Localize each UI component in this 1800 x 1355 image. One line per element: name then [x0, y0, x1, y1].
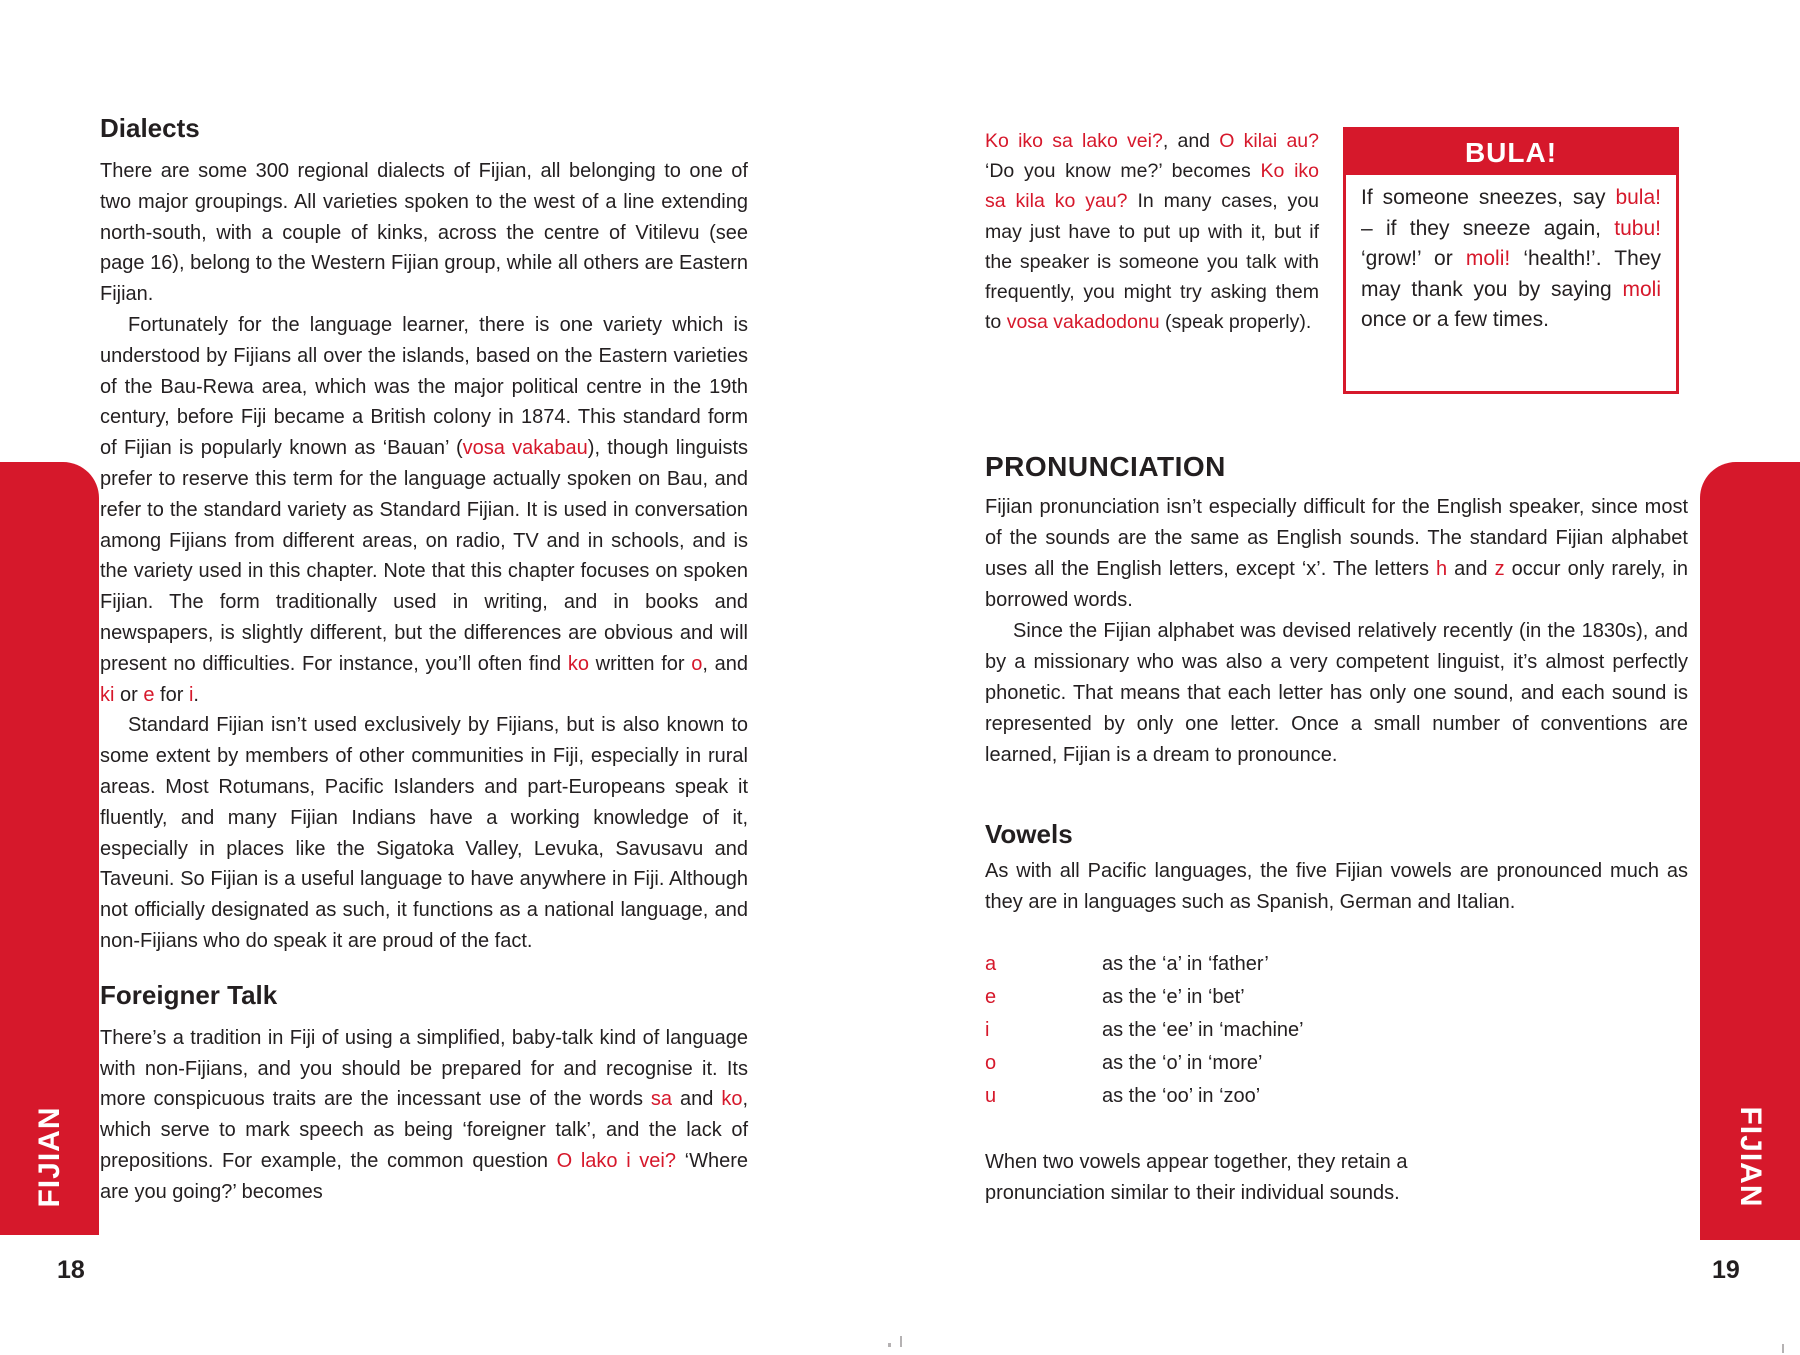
- fijian-term: tubu!: [1614, 216, 1661, 240]
- text-run: once or a few times.: [1361, 308, 1549, 331]
- text-run: occur only rarely, in borrowed words.: [985, 558, 1689, 611]
- fijian-term: o: [691, 652, 703, 675]
- paragraph: [100, 156, 748, 310]
- right-page-text-column: [985, 450, 1688, 1209]
- paragraph: [100, 710, 748, 956]
- vowel-letter: u: [985, 1085, 997, 1107]
- fijian-term: O lako i vei?: [556, 1149, 676, 1172]
- text-run: ‘Do you know me?’ becomes: [985, 160, 1261, 183]
- vowel-description: as the ‘o’ in ‘more’: [1102, 1052, 1263, 1074]
- vowel-row: [985, 948, 1688, 981]
- text-run: or: [114, 683, 144, 706]
- fijian-term: O kilai au?: [1219, 130, 1319, 152]
- paragraph: [985, 1147, 1688, 1209]
- section-heading: Vowels: [985, 819, 1073, 849]
- text-run: Since the Fijian alphabet was devised relatively recently (in the 1830s), and by a missionary who was also a very competent linguist, it’s almost perfectly phonetic. That means that each letter has only one sound, and each sound is represented by only one letter. Once a small number of conventions are learned, Fijian is a dream to pronounce.: [985, 620, 1688, 766]
- section-heading: Dialects: [100, 113, 200, 143]
- fijian-term: ko: [721, 1088, 743, 1111]
- text-run: There’s a tradition in Fiji of using a simplified, baby-talk kind of language with non-Fijians, and you should be prepared for and recognise it. Its more conspicuous traits are the incessant use of the words: [100, 1026, 748, 1111]
- paragraph: [985, 856, 1688, 918]
- fijian-term: z: [1494, 558, 1505, 580]
- fijian-term: moli: [1622, 277, 1661, 301]
- vowel-table: [985, 948, 1688, 1113]
- chapter-tab-label: FIJIAN: [33, 1106, 66, 1208]
- fijian-term: h: [1436, 558, 1448, 580]
- text-run: and: [1447, 558, 1495, 580]
- chapter-tab-right: [1700, 462, 1800, 1240]
- fijian-term: e: [143, 683, 155, 706]
- fijian-term: vosa vakabau: [462, 437, 588, 460]
- text-run: (speak properly).: [1159, 311, 1312, 334]
- text-run: ‘health!’. They may thank you by saying: [1361, 247, 1661, 301]
- text-run: If someone sneezes, say: [1361, 186, 1616, 209]
- text-run: , and: [702, 652, 748, 675]
- fijian-term: moli!: [1465, 247, 1511, 270]
- vowel-letter: a: [985, 953, 997, 975]
- text-run: .: [193, 683, 199, 706]
- fijian-term: bula!: [1615, 186, 1661, 209]
- text-run: Fortunately for the language learner, there is one variety which is understood by Fijians all over the islands, based on the Eastern varieties of the Bau-Rewa area, which was the major political centre in the 19th century, before Fiji became a British colony in 1874. This standard form of Fijian is popularly known as ‘Bauan’ (: [100, 313, 748, 460]
- print-artifact: [1782, 1344, 1784, 1353]
- section-heading-caps: PRONUNCIATION: [985, 451, 1226, 482]
- text-run: Standard Fijian isn’t used exclusively by Fijians, but is also known to some extent by members of other communities in Fiji, especially in rural areas. Most Rotumans, Pacific Islanders and part-Europeans speak it fluently, and many Fijian Indians have a working knowledge of it, especially in places like the Sigatoka Valley, Levuka, Savusavu and Taveuni. So Fijian is a useful language to have anywhere in Fiji. Although not officially designated as such, it functions as a national language, and non-Fijians who do speak it are proud of the fact.: [100, 714, 748, 952]
- vowel-letter: i: [985, 1019, 990, 1041]
- bula-box-body: [1346, 175, 1676, 336]
- vowel-row: [985, 1014, 1688, 1047]
- text-run: ‘grow!’ or: [1361, 247, 1466, 270]
- print-artifact: [888, 1343, 891, 1347]
- vowel-description: as the ‘a’ in ‘father’: [1102, 953, 1269, 975]
- vowel-row: [985, 1047, 1688, 1080]
- fijian-term: Ko iko sa lako vei?: [985, 130, 1163, 152]
- section-heading: Foreigner Talk: [100, 979, 278, 1010]
- paragraph: [985, 492, 1688, 616]
- paragraph: [100, 310, 748, 710]
- fijian-term: vosa vakadodonu: [1006, 311, 1160, 334]
- chapter-tab-label: FIJIAN: [1734, 1106, 1767, 1208]
- vowel-letter: e: [985, 986, 997, 1008]
- vowel-description: as the ‘ee’ in ‘machine’: [1102, 1019, 1304, 1041]
- fijian-term: i: [188, 683, 194, 706]
- left-page-text-column: [100, 112, 748, 1208]
- text-run: – if they sneeze again,: [1361, 216, 1615, 240]
- page-number-right: 19: [1712, 1256, 1740, 1284]
- fijian-term: Ko iko sa kila ko yau?: [985, 160, 1319, 213]
- vowel-row: [985, 1080, 1688, 1113]
- fijian-term: sa: [650, 1088, 673, 1111]
- text-run: ), though linguists prefer to reserve this term for the language actually spoken on Bau, and refer to the standard variety as Standard Fijian. It is used in conversation among Fijians from different areas, on radio, TV and in schools, and is the variety used in this chapter. Note that this chapter focuses on spoken Fijian. The form traditionally used in writing, and in books and newspapers, is slightly different, but the differences are obvious and will present no difficulties. For instance, you’ll often find: [100, 437, 749, 675]
- text-run: When two vowels appear together, they retain a: [985, 1151, 1408, 1173]
- bula-callout-box: [1343, 127, 1679, 394]
- fijian-term: ki: [100, 683, 115, 706]
- text-run: for: [154, 683, 189, 706]
- text-run: , and: [1162, 130, 1220, 152]
- right-page-intro-column: [985, 126, 1319, 337]
- bula-box-title: BULA!: [1346, 130, 1676, 175]
- vowel-description: as the ‘oo’ in ‘zoo’: [1102, 1085, 1261, 1107]
- paragraph: [985, 126, 1319, 337]
- paragraph: [100, 1023, 748, 1208]
- text-run: In many cases, you may just have to put up with it, but if the speaker is someone you talk with frequently, you might try asking them to: [985, 190, 1319, 334]
- print-artifact: [900, 1336, 902, 1347]
- vowel-letter: o: [985, 1052, 997, 1074]
- chapter-tab-left: [0, 462, 99, 1235]
- text-run: ‘Where are you going?’ becomes: [100, 1149, 748, 1203]
- text-run: As with all Pacific languages, the five Fijian vowels are pronounced much as they are in languages such as Spanish, German and Italian.: [985, 860, 1688, 913]
- fijian-term: ko: [567, 652, 589, 675]
- text-run: There are some 300 regional dialects of Fijian, all belonging to one of two major groupings. All varieties spoken to the west of a line extending north-south, with a couple of kinks, across the centre of Vitilevu (see page 16), belong to the Western Fijian group, while all others are Eastern Fijian.: [100, 160, 748, 306]
- vowel-row: [985, 981, 1688, 1014]
- paragraph: [985, 616, 1688, 771]
- vowel-description: as the ‘e’ in ‘bet’: [1102, 986, 1245, 1008]
- text-run: written for: [588, 652, 692, 675]
- text-run: pronunciation similar to their individual sounds.: [985, 1182, 1400, 1204]
- page-number-left: 18: [57, 1256, 85, 1284]
- text-run: and: [672, 1088, 722, 1111]
- text-run: Fijian pronunciation isn’t especially difficult for the English speaker, since most of the sounds are the same as English sounds. The standard Fijian alphabet uses all the English letters, except ‘x’. The letters: [985, 496, 1688, 580]
- text-run: , which serve to mark speech as being ‘foreigner talk’, and the lack of prepositions. For example, the common question: [100, 1088, 748, 1172]
